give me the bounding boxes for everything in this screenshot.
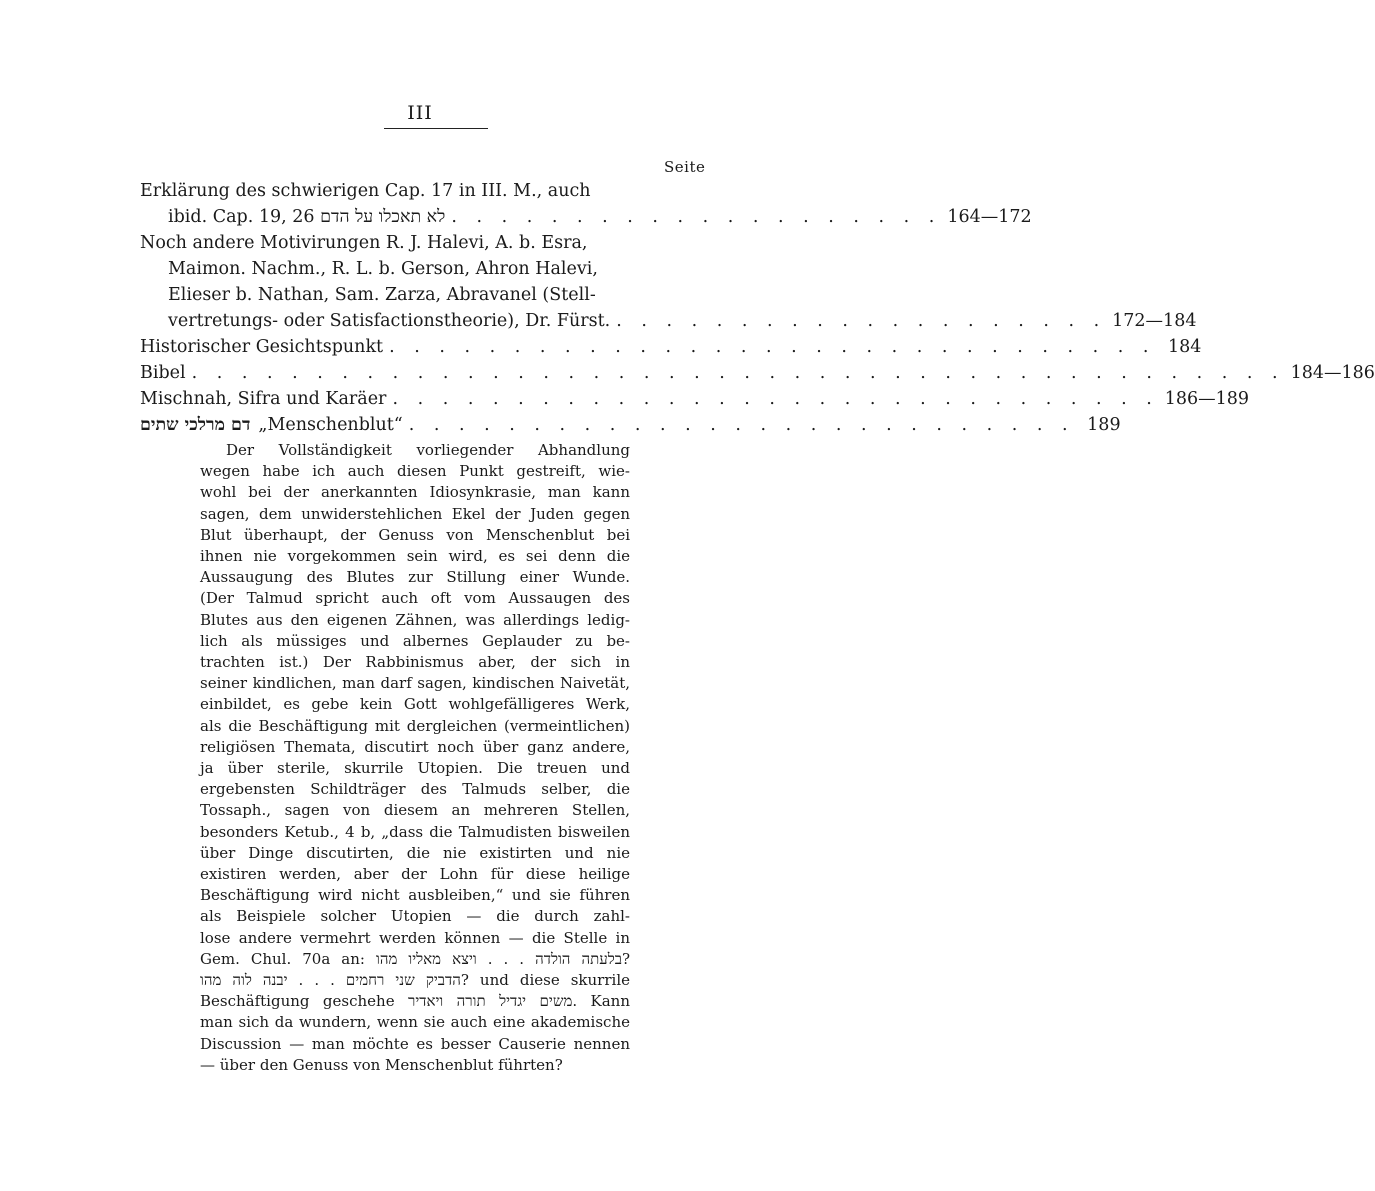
toc-entry-2-line-3: Elieser b. Nathan, Sam. Zarza, Abravanel (Stell-	[168, 285, 596, 305]
seite-label: Seite	[664, 158, 706, 176]
body-line: seiner kindlichen, man darf sagen, kindischen Naivetät,	[200, 674, 630, 693]
hebrew-heading: דם מרלכי שתים	[140, 415, 251, 435]
body-line: Beschäftigung geschehe משים יגדיל תורה ויאדיר. Kann	[200, 992, 630, 1011]
leader-dots: . . . . . . . . . . . . . . . . . . . . . . . . . . .	[408, 415, 1075, 435]
toc-page-range: 172—184	[1112, 311, 1197, 331]
body-line: als die Beschäftigung mit dergleichen (vermeintlichen)	[200, 716, 630, 735]
leader-dots: . . . . . . . . . . . . . . . . . . . . . . . . . . . . . . .	[392, 389, 1159, 409]
body-line: über Dinge discutirten, die nie existirten und nie	[200, 843, 630, 862]
toc-page-range: 184	[1168, 337, 1202, 357]
body-line: besonders Ketub., 4 b, „dass die Talmudisten bisweilen	[200, 822, 630, 841]
leader-dots: . . . . . . . . . . . . . . . . . . . .	[616, 311, 1107, 331]
body-line: wegen habe ich auch diesen Punkt gestreift, wie-	[200, 462, 630, 481]
toc-page-range: 189	[1087, 415, 1121, 435]
body-line: als Beispiele solcher Utopien — die durch zahl-	[200, 907, 630, 926]
body-line: wohl bei der anerkannten Idiosynkrasie, man kann	[200, 483, 630, 502]
body-line: trachten ist.) Der Rabbinismus aber, der sich in	[200, 653, 630, 672]
toc-entry-2-line-2: Maimon. Nachm., R. L. b. Gerson, Ahron Halevi,	[168, 259, 598, 279]
body-line: הדביק שני רחמים . . . יבנה לוה מהו? und diese skurrile	[200, 971, 630, 990]
toc-page-range: 164—172	[947, 207, 1032, 227]
toc-entry-2-line-4: vertretungs- oder Satisfactionstheorie), Dr. Fürst. . . . . . . . . . . . . . . . . . . . . 172—184	[140, 308, 740, 334]
body-line: existiren werden, aber der Lohn für diese heilige	[200, 865, 630, 884]
body-line: — über den Genuss von Menschenblut führten?	[200, 1055, 563, 1074]
page-number: III	[407, 102, 433, 124]
body-line: lich als müssiges und albernes Geplauder zu be-	[200, 631, 630, 650]
leader-dots: . . . . . . . . . . . . . . . . . . . . . . . . . . . . . . .	[389, 337, 1156, 357]
body-line: Gem. Chul. 70a an: בלעתה הולדה . . . ויצא מאליו מהו?	[200, 949, 631, 968]
toc-entry-6: דם מרלכי שתים „Menschenblut“ . . . . . . . . . . . . . . . . . . . . . . . . . . . 189	[140, 412, 740, 438]
toc-entry-1-line-2: ibid. Cap. 19, 26 לא תאכלו על הדם . . . . . . . . . . . . . . . . . . . . 164—172	[140, 204, 740, 230]
body-line: Beschäftigung wird nicht ausbleiben,“ und sie führen	[200, 886, 630, 905]
body-line: Blut überhaupt, der Genuss von Menschenblut bei	[200, 525, 630, 544]
body-line: ihnen nie vorgekommen sein wird, es sei denn die	[200, 547, 630, 566]
leader-dots: . . . . . . . . . . . . . . . . . . . .	[451, 207, 942, 227]
body-line: Discussion — man möchte es besser Causerie nennen	[200, 1034, 630, 1053]
body-line: Der Vollständigkeit vorliegender Abhandlung	[226, 441, 630, 459]
body-paragraph	[200, 440, 630, 1076]
toc-entry-3: Historischer Gesichtspunkt . . . . . . . . . . . . . . . . . . . . . . . . . . . . . . . 184	[140, 334, 740, 360]
body-line: religiösen Themata, discutirt noch über ganz andere,	[200, 737, 630, 756]
body-line: Aussaugung des Blutes zur Stillung einer Wunde.	[200, 568, 630, 587]
body-line: ergebensten Schildträger des Talmuds selber, die	[200, 780, 630, 799]
toc-entry-5: Mischnah, Sifra und Karäer . . . . . . . . . . . . . . . . . . . . . . . . . . . . . . . 186—189	[140, 386, 740, 412]
body-line: man sich da wundern, wenn sie auch eine akademische	[200, 1013, 630, 1032]
toc-entry-4: Bibel . . . . . . . . . . . . . . . . . . . . . . . . . . . . . . . . . . . . . . . . . . . . 184—186	[140, 360, 740, 386]
body-line: einbildet, es gebe kein Gott wohlgefälligeres Werk,	[200, 695, 630, 714]
body-line: ja über sterile, skurrile Utopien. Die treuen und	[200, 759, 630, 778]
body-line: Blutes aus den eigenen Zähnen, was allerdings ledig-	[200, 610, 630, 629]
header-rule	[384, 128, 488, 129]
body-line: lose andere vermehrt werden können — die Stelle in	[200, 928, 630, 947]
toc-page-range: 186—189	[1164, 389, 1250, 409]
body-line: Tossaph., sagen von diesem an mehreren Stellen,	[200, 801, 630, 820]
toc-entry-1-line-1: Erklärung des schwierigen Cap. 17 in III. M., auch	[140, 181, 591, 201]
table-of-contents	[140, 178, 1375, 438]
toc-entry-2-line-1: Noch andere Motivirungen R. J. Halevi, A. b. Esra,	[140, 233, 588, 253]
leader-dots: . . . . . . . . . . . . . . . . . . . . . . . . . . . . . . . . . . . . . . . . . . . .	[191, 363, 1285, 383]
body-line: (Der Talmud spricht auch oft vom Aussaugen des	[200, 589, 630, 608]
body-line: sagen, dem unwiderstehlichen Ekel der Juden gegen	[200, 504, 630, 523]
toc-page-range: 184—186	[1290, 363, 1375, 383]
